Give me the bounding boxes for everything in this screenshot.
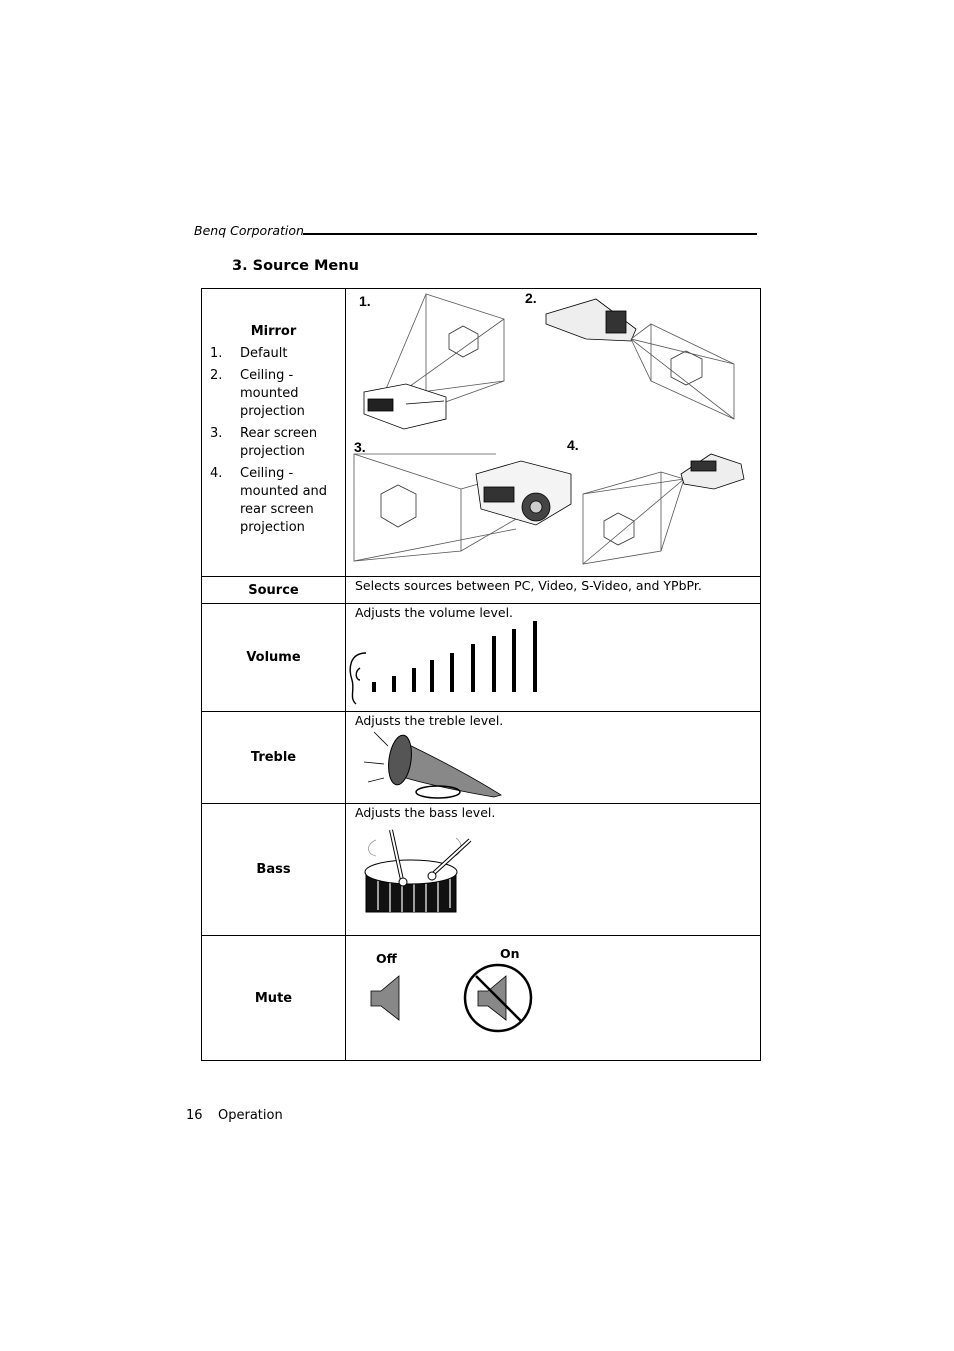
speaker-muted-icon: [465, 965, 531, 1031]
mirror-option-number: 4.: [210, 466, 223, 481]
header-company: Benq Corporation: [194, 223, 304, 238]
mirror-option: [210, 465, 345, 537]
bass-desc-cell: [346, 804, 761, 936]
mirror-option-number: 1.: [210, 346, 223, 361]
mirror-illustration: [346, 289, 761, 575]
volume-description: Adjusts the volume level.: [355, 605, 514, 620]
figure-label-3: 3.: [354, 439, 366, 455]
projection-ceiling-drawing: [546, 299, 734, 419]
volume-bars-icon: [372, 621, 537, 692]
horn-icon: [364, 732, 501, 798]
figure-label-4: 4.: [567, 437, 579, 453]
bass-description: Adjusts the bass level.: [355, 805, 496, 820]
mirror-option: [210, 345, 345, 363]
drum-icon: [365, 830, 470, 912]
source-menu-table: [201, 288, 761, 1061]
volume-label: Volume: [202, 604, 346, 712]
mirror-title: Mirror: [250, 324, 297, 339]
mirror-row: [202, 289, 761, 577]
mute-off-label: Off: [376, 951, 397, 966]
source-row: [202, 577, 761, 604]
mirror-option-number: 2.: [210, 368, 223, 383]
volume-desc-cell: [346, 604, 761, 712]
mirror-option: [210, 367, 345, 421]
header-rule: [303, 233, 757, 235]
ear-icon: [350, 653, 366, 704]
figure-label-1: 1.: [359, 293, 371, 309]
projection-rear-drawing: [354, 454, 571, 561]
mirror-option-number: 3.: [210, 426, 223, 441]
source-label: Source: [202, 577, 346, 604]
projection-default-drawing: [364, 294, 504, 429]
projection-ceiling-rear-drawing: [583, 454, 744, 564]
treble-desc-cell: [346, 712, 761, 804]
footer-section: Operation: [218, 1108, 283, 1123]
treble-description: Adjusts the treble level.: [355, 713, 504, 728]
mute-label: Mute: [202, 936, 346, 1061]
treble-illustration: [346, 728, 516, 800]
mirror-option-text: Ceiling - mounted and rear screen projection: [240, 466, 328, 535]
figure-label-2: 2.: [525, 290, 537, 306]
mirror-illustration-cell: [346, 289, 761, 577]
mute-on-label: On: [500, 946, 520, 961]
volume-illustration: [346, 620, 546, 706]
source-desc-cell: [346, 577, 761, 604]
mirror-option: [210, 425, 345, 461]
mute-desc-cell: [346, 936, 761, 1061]
mute-illustration: [346, 936, 576, 1058]
treble-row: [202, 712, 761, 804]
treble-label: Treble: [202, 712, 346, 804]
bass-label: Bass: [202, 804, 346, 936]
page-number: 16: [186, 1108, 203, 1123]
mirror-label-cell: [202, 289, 346, 577]
volume-row: [202, 604, 761, 712]
speaker-icon: [371, 976, 399, 1020]
bass-illustration: [346, 820, 486, 930]
section-title: 3. Source Menu: [232, 258, 359, 274]
source-description: Selects sources between PC, Video, S-Video, and YPbPr.: [355, 578, 702, 593]
mirror-option-text: Default: [240, 346, 288, 361]
mirror-option-text: Ceiling - mounted projection: [240, 368, 305, 419]
mute-row: [202, 936, 761, 1061]
bass-row: [202, 804, 761, 936]
mirror-options-list: [202, 345, 345, 537]
mirror-option-text: Rear screen projection: [240, 426, 318, 459]
